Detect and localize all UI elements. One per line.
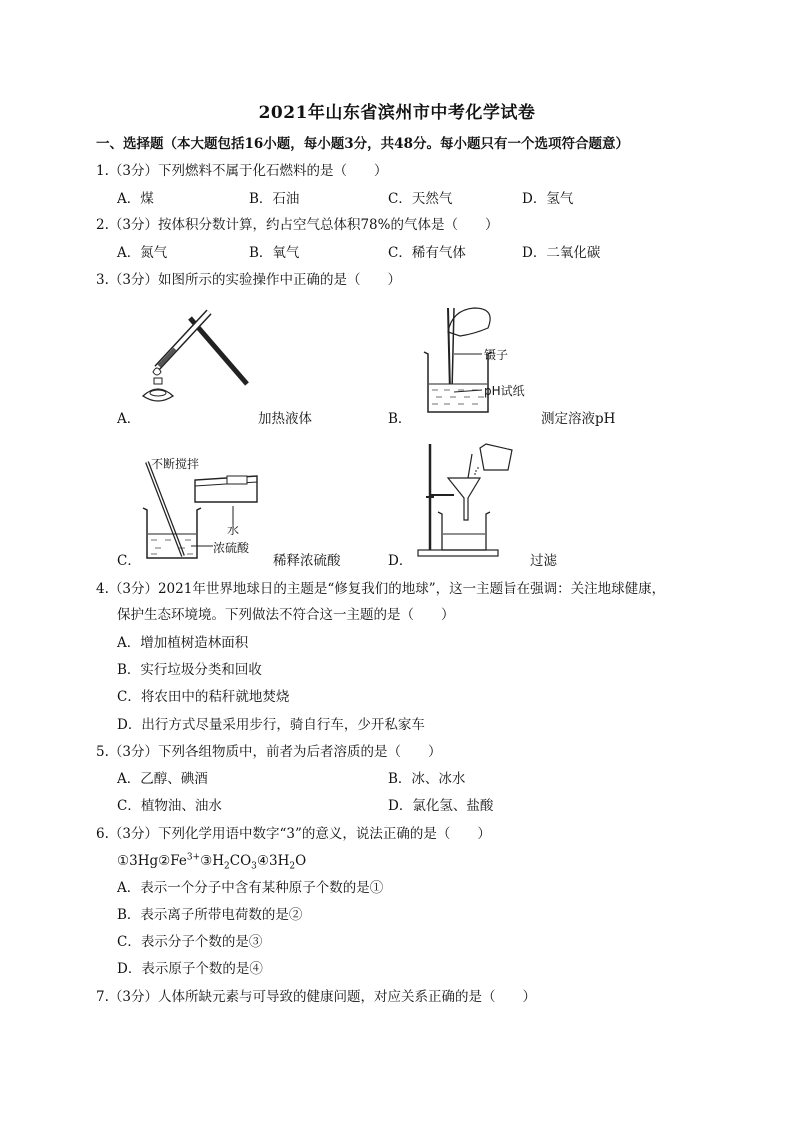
water-container-icon (195, 476, 257, 502)
tweezers-icon (448, 308, 450, 392)
page-title: 2021年山东省滨州市中考化学试卷 (258, 103, 536, 123)
q6-option-c: C．表示分子个数的是③ (117, 934, 263, 950)
question-4-stem-line-2: 保护生态环境境。下列做法不符合这一主题的是（ ） (117, 607, 455, 623)
q3-caption-b: 测定溶液pH (541, 411, 616, 427)
figure-dilute-acid (135, 452, 305, 564)
q3-caption-a: 加热液体 (258, 411, 312, 427)
question-6-stem: 6.（3分）下列化学用语中数字“3”的意义，说法正确的是（ ） (96, 826, 491, 842)
q2-option-d: D．二氧化碳 (522, 245, 601, 261)
q3-option-a: A． (117, 411, 141, 427)
stirring-label: 不断搅拌 (151, 457, 200, 471)
q3-option-d: D． (388, 553, 413, 569)
q1-option-a: A．煤 (117, 191, 154, 207)
q5-option-b: B．冰、冰水 (388, 771, 466, 787)
figure-filtration (412, 438, 522, 562)
q2-option-b: B．氧气 (249, 245, 300, 261)
figure-heating-liquid (135, 300, 265, 412)
q6-option-b: B．表示离子所带电荷数的是② (117, 907, 303, 923)
tweezers-label: 镊子 (484, 348, 509, 362)
q1-option-c: C．天然气 (388, 191, 453, 207)
pouring-beaker-icon (480, 444, 512, 470)
q3-caption-c: 稀释浓硫酸 (273, 553, 341, 569)
q5-option-a: A．乙醇、碘酒 (117, 771, 208, 787)
question-3-stem: 3.（3分）如图所示的实验操作中正确的是（ ） (96, 272, 401, 288)
question-5-stem: 5.（3分）下列各组物质中，前者为后者溶质的是（ ） (96, 744, 442, 760)
ph-paper-label: pH试纸 (484, 384, 525, 398)
question-2-stem: 2.（3分）按体积分数计算，约占空气总体积78%的气体是（ ） (96, 217, 499, 233)
q4-option-d: D．出行方式尽量采用步行，骑自行车，少开私家车 (117, 717, 425, 733)
q2-option-a: A．氮气 (117, 245, 168, 261)
q1-option-b: B．石油 (249, 191, 300, 207)
q5-option-d: D．氯化氢、盐酸 (388, 798, 494, 814)
q6-formula-line: $①3Hg②Fe^{3+}③H_2CO_3④3H_2O$ (117, 852, 307, 872)
water-label: 水 (227, 523, 240, 537)
q1-option-d: D．氢气 (522, 191, 574, 207)
acid-label: 浓硫酸 (213, 541, 250, 555)
beaker-icon (143, 508, 201, 558)
q5-option-c: C．植物油、油水 (117, 798, 222, 814)
q4-option-c: C．将农田中的秸秆就地焚烧 (117, 689, 290, 705)
q6-option-d: D．表示原子个数的是④ (117, 961, 263, 977)
question-7-stem: 7.（3分）人体所缺元素与可导致的健康问题，对应关系正确的是（ ） (96, 989, 536, 1005)
question-4-stem-line-1: 4.（3分）2021年世界地球日的主题是“修复我们的地球”，这一主题旨在强调：关注地球健康， (96, 581, 666, 597)
alcohol-lamp-icon (143, 389, 173, 401)
q2-option-c: C．稀有气体 (388, 245, 466, 261)
q3-option-b: B． (388, 411, 412, 427)
q3-caption-d: 过滤 (530, 553, 557, 569)
section-heading: 一、选择题（本大题包括16小题，每小题3分，共48分。每小题只有一个选项符合题意） (96, 136, 629, 152)
q4-option-b: B．实行垃圾分类和回收 (117, 662, 262, 678)
q6-option-a: A．表示一个分子中含有某种原子个数的是① (117, 880, 384, 896)
figure-measure-ph (418, 302, 528, 417)
q4-option-a: A．增加植树造林面积 (117, 635, 249, 651)
question-1-stem: 1.（3分）下列燃料不属于化石燃料的是（ ） (96, 163, 388, 179)
funnel-icon (448, 478, 480, 520)
q3-option-c: C． (117, 553, 141, 569)
